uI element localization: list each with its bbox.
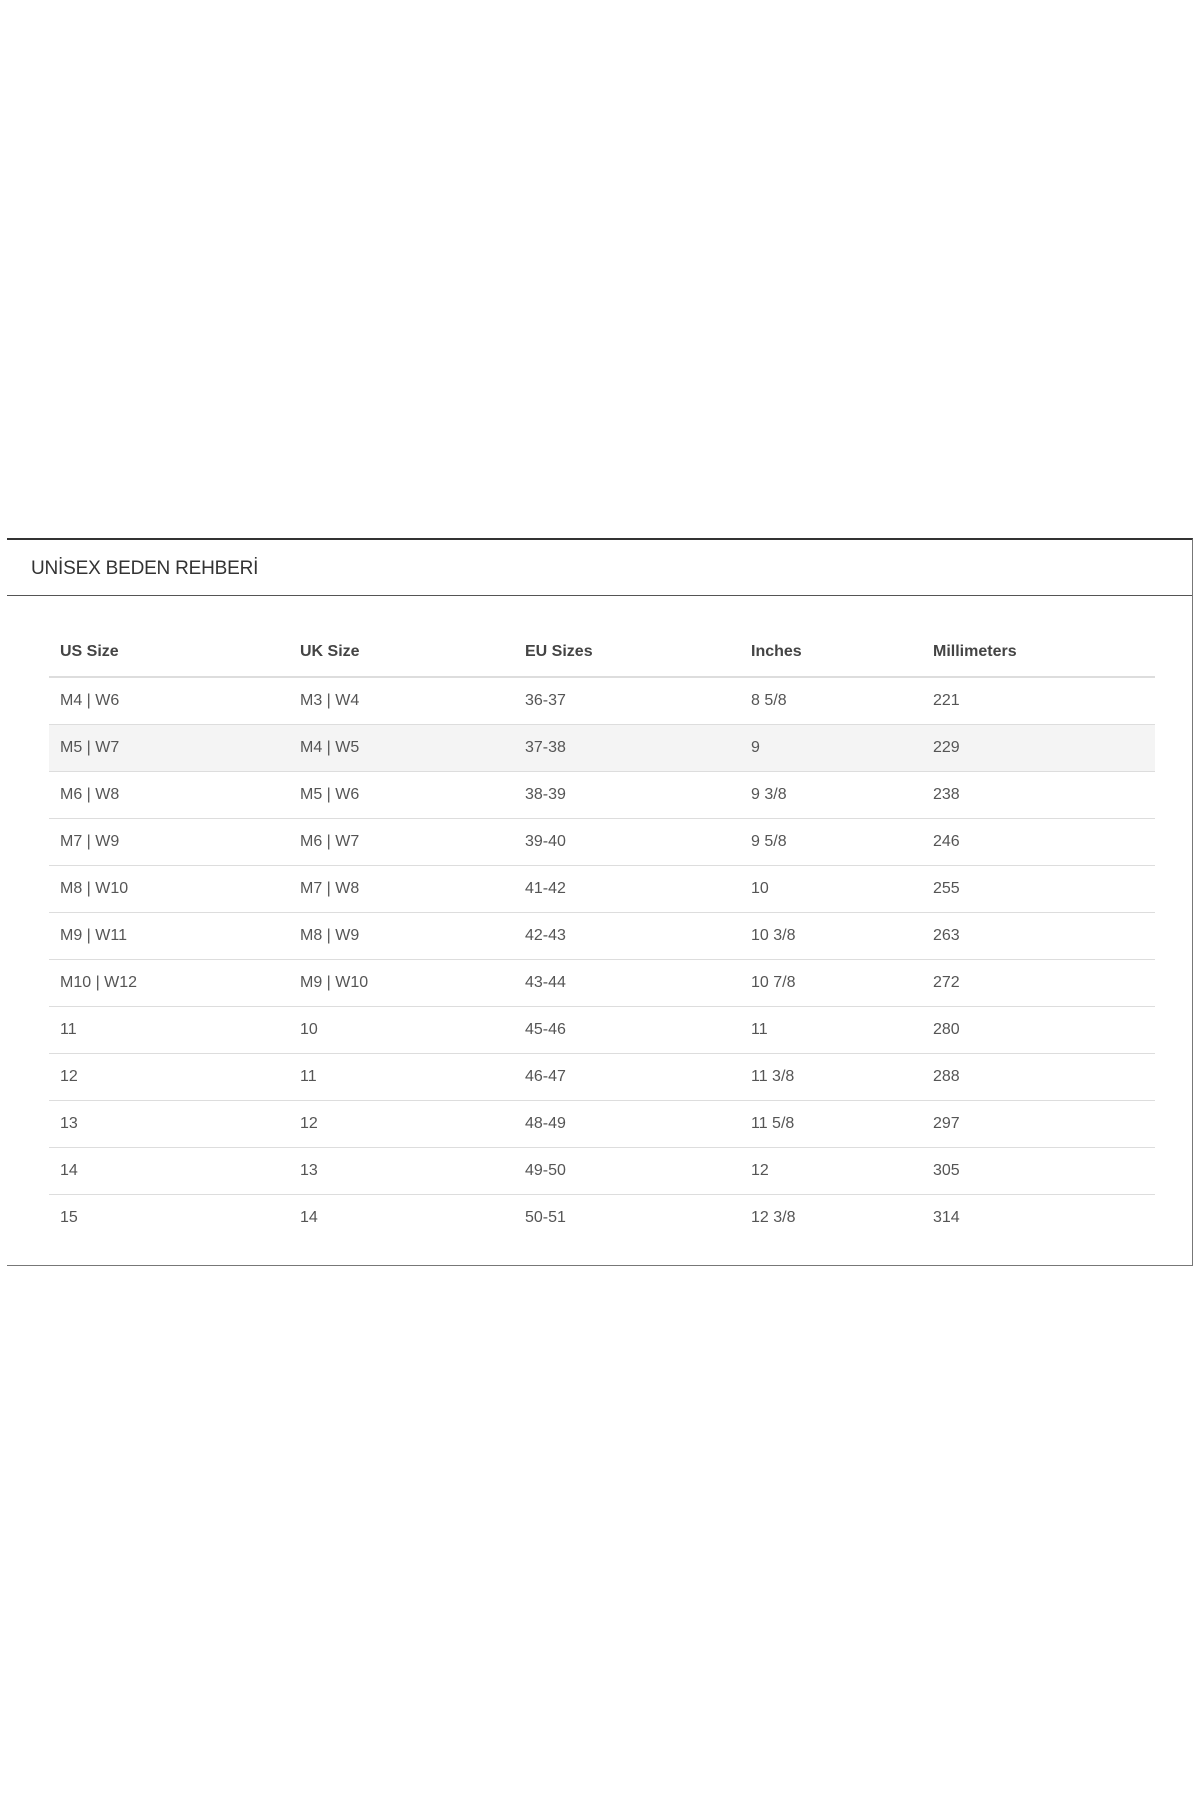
table-row	[49, 724, 1155, 771]
table-row	[49, 1100, 1155, 1147]
cell-eu-sizes: 48-49	[514, 1100, 740, 1147]
cell-millimeters: 305	[922, 1147, 1155, 1194]
cell-inches: 11	[740, 1006, 922, 1053]
cell-uk-size: 14	[300, 1208, 318, 1226]
cell-millimeters: 246	[922, 818, 1155, 865]
cell-inches: 10 7/8	[740, 959, 922, 1006]
cell-millimeters: 288	[922, 1053, 1155, 1100]
cell-uk-size: 13	[289, 1147, 514, 1194]
cell-uk-size: M5 | W6	[289, 771, 514, 818]
cell-eu-sizes: 45-46	[514, 1006, 740, 1053]
size-guide-header	[7, 540, 1192, 596]
cell-us-size: M5 | W7	[49, 724, 289, 771]
cell-eu-sizes: 46-47	[514, 1053, 740, 1100]
cell-uk-size: M4 | W5	[289, 724, 514, 771]
cell-inches: 9 3/8	[740, 771, 922, 818]
table-header-row	[49, 627, 1155, 677]
size-table-body	[49, 677, 1155, 1241]
cell-inches: 11 3/8	[740, 1053, 922, 1100]
cell-millimeters: 263	[922, 912, 1155, 959]
cell-uk-size: M7 | W8	[289, 865, 514, 912]
table-row	[49, 912, 1155, 959]
cell-millimeters: 221	[922, 677, 1155, 724]
cell-inches: 8 5/8	[740, 677, 922, 724]
cell-millimeters: 314	[933, 1208, 960, 1226]
size-table	[49, 627, 1155, 1241]
cell-us-size: M4 | W6	[49, 677, 289, 724]
cell-inches: 10	[740, 865, 922, 912]
cell-us-size: 13	[49, 1100, 289, 1147]
table-row	[49, 1194, 1155, 1241]
cell-us-size: M9 | W11	[49, 912, 289, 959]
cell-millimeters: 272	[922, 959, 1155, 1006]
column-header-millimeters: Millimeters	[922, 627, 1155, 677]
cell-inches: 12 3/8	[751, 1208, 796, 1226]
cell-inches: 10 3/8	[740, 912, 922, 959]
cell-uk-size: M3 | W4	[289, 677, 514, 724]
table-row	[49, 1147, 1155, 1194]
cell-eu-sizes: 39-40	[514, 818, 740, 865]
cell-uk-size: 10	[289, 1006, 514, 1053]
table-row	[49, 1053, 1155, 1100]
cell-uk-size: M8 | W9	[289, 912, 514, 959]
column-header-uk-size: UK Size	[289, 627, 514, 677]
cell-eu-sizes: 38-39	[514, 771, 740, 818]
cell-inches: 9 5/8	[740, 818, 922, 865]
size-guide-panel	[7, 538, 1193, 1266]
cell-millimeters: 255	[922, 865, 1155, 912]
table-row	[49, 959, 1155, 1006]
table-row	[49, 818, 1155, 865]
cell-us-size: M7 | W9	[49, 818, 289, 865]
cell-inches: 9	[740, 724, 922, 771]
column-header-eu-sizes: EU Sizes	[514, 627, 740, 677]
table-row	[49, 771, 1155, 818]
table-row	[49, 865, 1155, 912]
cell-uk-size: 12	[289, 1100, 514, 1147]
cell-us-size: M10 | W12	[49, 959, 289, 1006]
cell-eu-sizes: 37-38	[514, 724, 740, 771]
cell-eu-sizes: 49-50	[514, 1147, 740, 1194]
table-row	[49, 1006, 1155, 1053]
cell-us-size: 15	[60, 1208, 78, 1226]
cell-uk-size: M6 | W7	[289, 818, 514, 865]
cell-millimeters: 280	[922, 1006, 1155, 1053]
cell-eu-sizes: 41-42	[514, 865, 740, 912]
cell-millimeters: 238	[922, 771, 1155, 818]
table-row	[49, 677, 1155, 724]
size-guide-title: UNİSEX BEDEN REHBERİ	[31, 557, 259, 579]
cell-us-size: M8 | W10	[49, 865, 289, 912]
cell-eu-sizes: 43-44	[514, 959, 740, 1006]
cell-eu-sizes: 42-43	[514, 912, 740, 959]
cell-eu-sizes: 50-51	[525, 1208, 566, 1226]
cell-eu-sizes: 36-37	[514, 677, 740, 724]
cell-uk-size: 11	[289, 1053, 514, 1100]
cell-inches: 12	[740, 1147, 922, 1194]
cell-us-size: 11	[49, 1006, 289, 1053]
cell-inches: 11 5/8	[740, 1100, 922, 1147]
column-header-us-size: US Size	[49, 627, 289, 677]
cell-us-size: 12	[49, 1053, 289, 1100]
cell-us-size: 14	[49, 1147, 289, 1194]
cell-millimeters: 229	[922, 724, 1155, 771]
cell-millimeters: 297	[922, 1100, 1155, 1147]
cell-us-size: M6 | W8	[49, 771, 289, 818]
column-header-inches: Inches	[740, 627, 922, 677]
cell-uk-size: M9 | W10	[289, 959, 514, 1006]
